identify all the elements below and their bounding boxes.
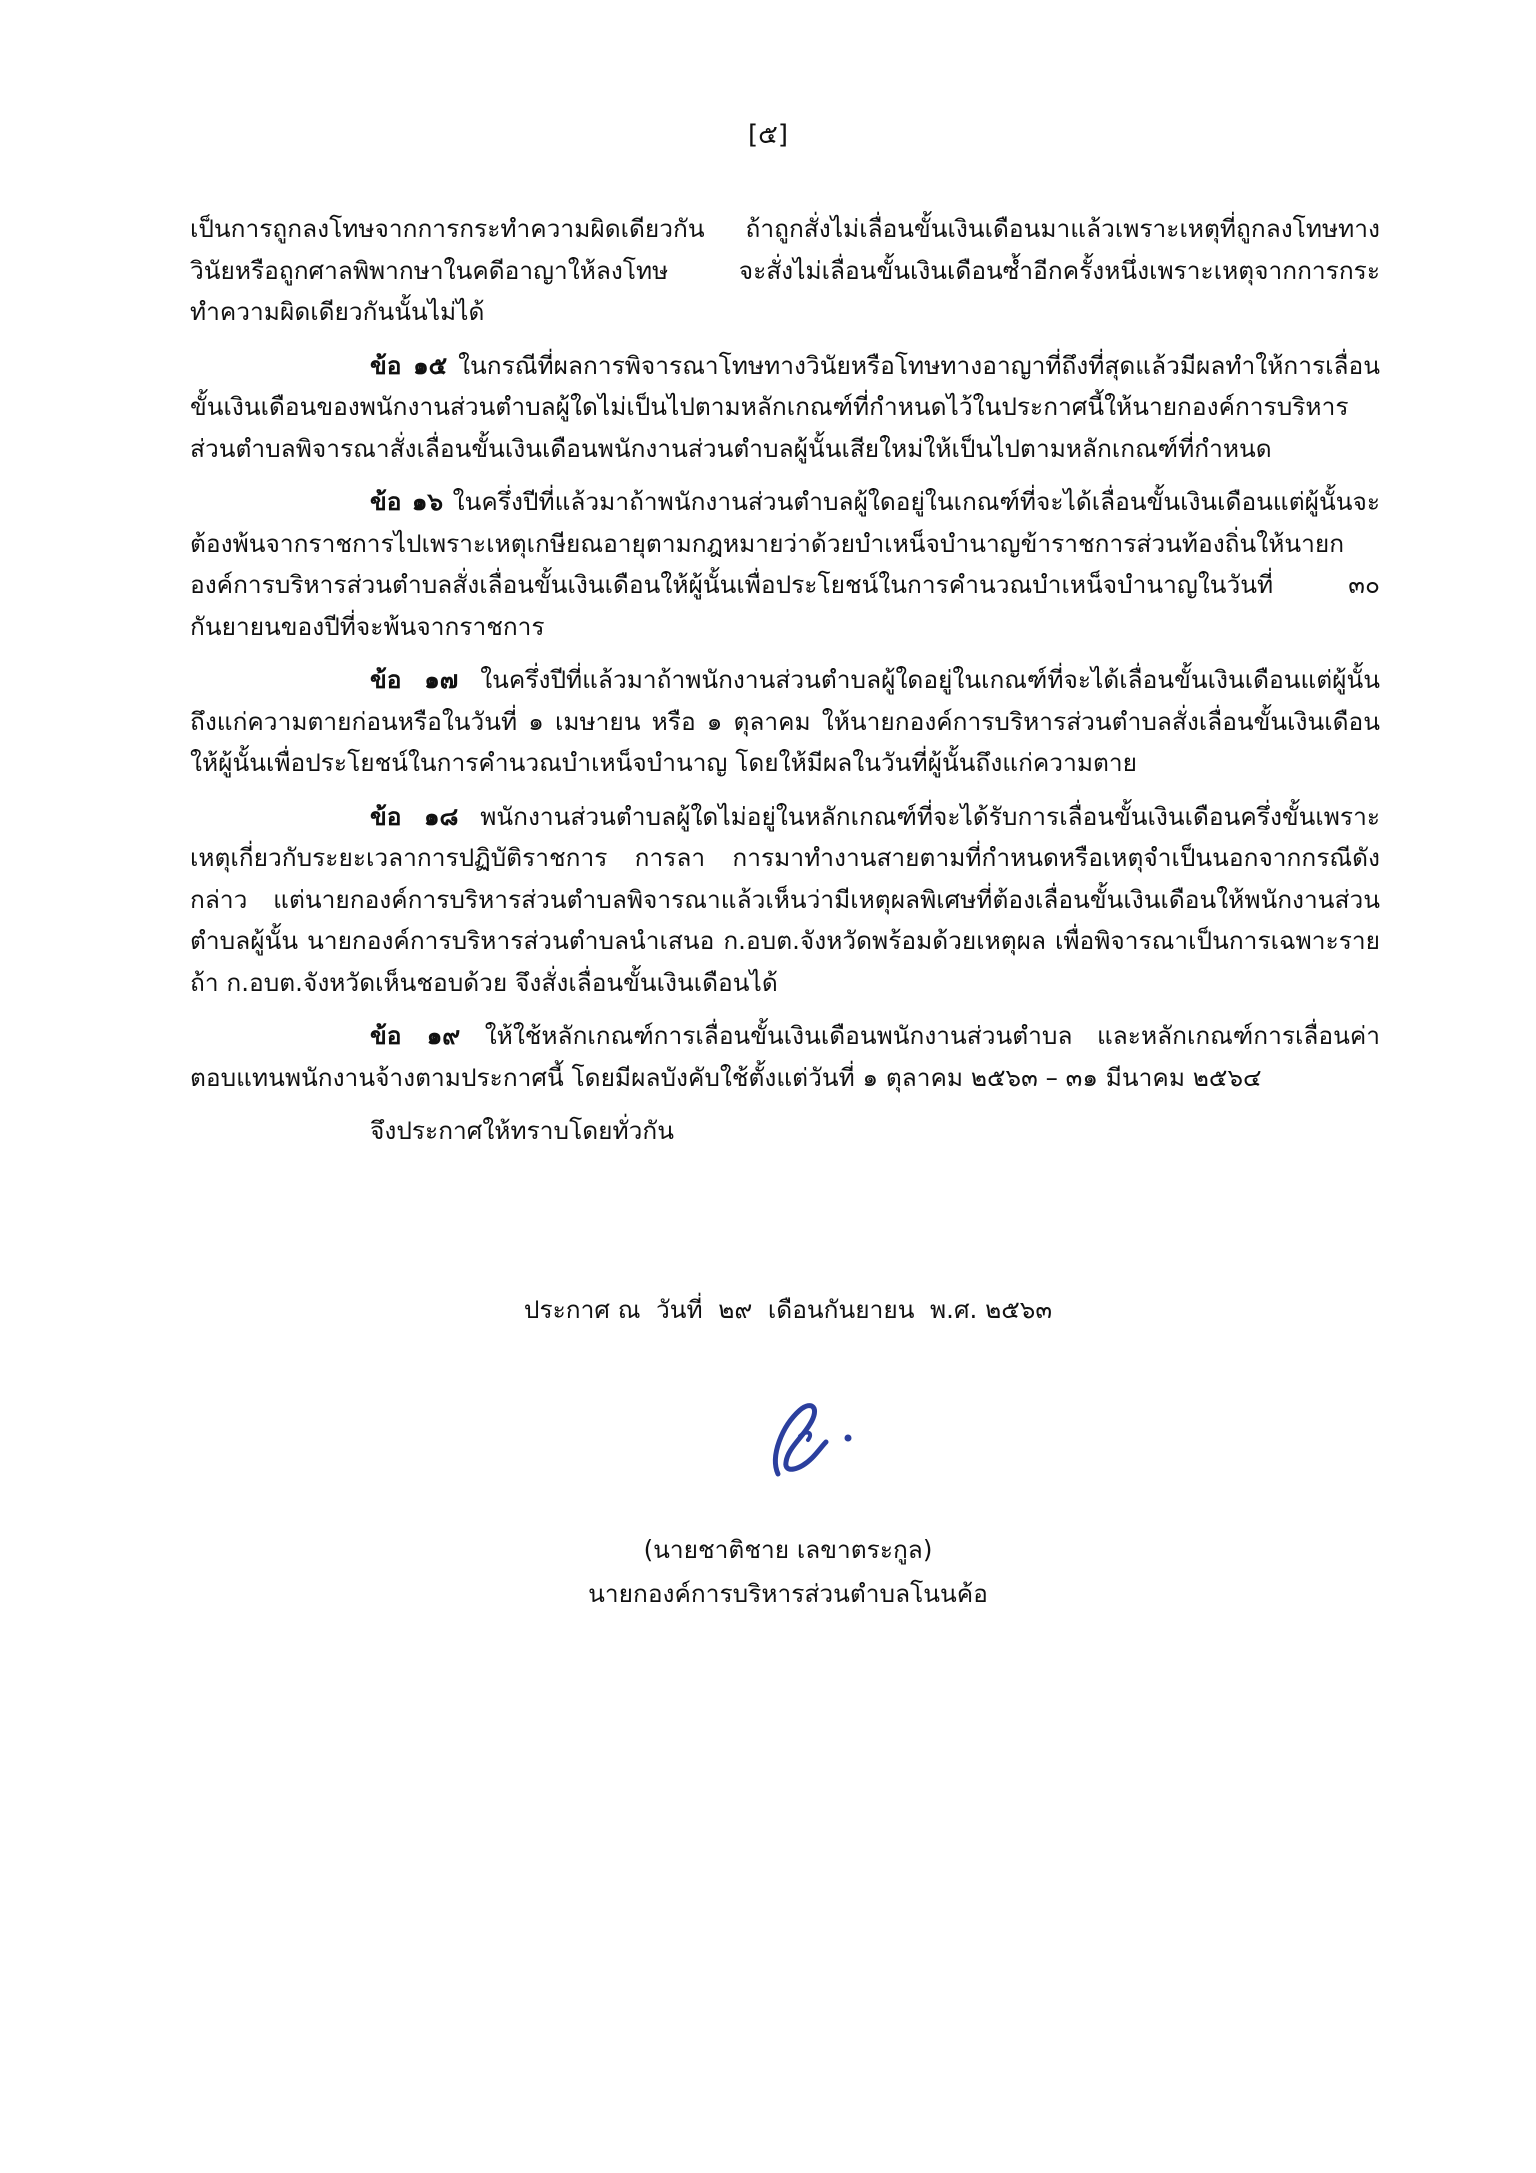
clause-text: ในครึ่งปีที่แล้วมาถ้าพนักงานส่วนตำบลผู้ใดอยู่ในเกณฑ์ที่จะได้เลื่อนขั้นเงินเดือนแต่ผู้นั้นถึงแก่ความตายก่อนหรือในวันที่ ๑ เมษายน หรือ ๑ ตุลาคม ให้นายกองค์การบริหารส่วนตำบลสั่งเลื่อนขั้นเงินเดือนให้ผู้นั้นเพื่อประโยชน์ในการคำนวณบำเหน็จบำนาญ โดยให้มีผลในวันที่ผู้นั้นถึงแก่ความตาย <box>190 665 1381 777</box>
paragraph-continuation <box>190 208 1380 333</box>
clause-text: ในครึ่งปีที่แล้วมาถ้าพนักงานส่วนตำบลผู้ใดอยู่ในเกณฑ์ที่จะได้เลื่อนขั้นเงินเดือนแต่ผู้นั้นจะต้องพ้นจากราชการไปเพราะเหตุเกษียณอายุตามกฎหมายว่าด้วยบำเหน็จบำนาญข้าราชการส่วนท้องถิ่นให้นายกองค์การบริหารส่วนตำบลสั่งเลื่อนขั้นเงินเดือนให้ผู้นั้นเพื่อประโยชน์ในการคำนวณบำเหน็จบำนาญในวันที่ ๓๐ กันยายนของปีที่จะพ้นจากราชการ <box>190 487 1380 641</box>
paragraph-text: เป็นการถูกลงโทษจากการกระทำความผิดเดียวกัน ถ้าถูกสั่งไม่เลื่อนขั้นเงินเดือนมาแล้วเพราะเหตุที่ถูกลงโทษทางวินัยหรือถูกศาลพิพากษาในคดีอาญาให้ลงโทษ จะสั่งไม่เลื่อนขั้นเงินเดือนซ้ำอีกครั้งหนึ่งเพราะเหตุจากการกระทำความผิดเดียวกันนั้นไม่ได้ <box>190 214 1380 326</box>
clause-19 <box>190 1015 1380 1098</box>
clause-label: ข้อ ๑๖ <box>370 487 443 516</box>
clause-label: ข้อ ๑๗ <box>370 665 459 694</box>
clause-label: ข้อ ๑๘ <box>370 801 459 831</box>
signature-mark <box>760 1396 880 1486</box>
clause-label: ข้อ ๑๕ <box>370 350 448 380</box>
clause-15 <box>190 345 1380 470</box>
signatory-name: (นายชาติชาย เลขาตระกูล) <box>643 1535 933 1564</box>
clause-17 <box>190 659 1380 784</box>
closing-statement: จึงประกาศให้ทราบโดยทั่วกัน <box>370 1116 674 1145</box>
clause-text: พนักงานส่วนตำบลผู้ใดไม่อยู่ในหลักเกณฑ์ที่จะได้รับการเลื่อนขั้นเงินเดือนครึ่งขั้นเพราะเหตุเกี่ยวกับระยะเวลาการปฏิบัติราชการ การลา การมาทำงานสายตามที่กำหนดหรือเหตุจำเป็นนอกจากกรณีดังกล่าว แต่นายกองค์การบริหารส่วนตำบลพิจารณาแล้วเห็นว่ามีเหตุผลพิเศษที่ต้องเลื่อนขั้นเงินเดือนให้พนักงานส่วนตำบลผู้นั้น นายกองค์การบริหารส่วนตำบลนำเสนอ ก.อบต.จังหวัดพร้อมด้วยเหตุผล เพื่อพิจารณาเป็นการเฉพาะราย ถ้า ก.อบต.จังหวัดเห็นชอบด้วย จึงสั่งเลื่อนขั้นเงินเดือนได้ <box>190 801 1380 997</box>
document-body <box>190 208 1380 1152</box>
clause-label: ข้อ ๑๙ <box>370 1021 461 1050</box>
announcement-date <box>0 1290 1536 1330</box>
announcement-date-text: ประกาศ ณ วันที่ ๒๙ เดือนกันยายน พ.ศ. ๒๕๖๓ <box>523 1295 1053 1324</box>
clause-text: ในกรณีที่ผลการพิจารณาโทษทางวินัยหรือโทษทางอาญาที่ถึงที่สุดแล้วมีผลทำให้การเลื่อนขั้นเงินเดือนของพนักงานส่วนตำบลผู้ใดไม่เป็นไปตามหลักเกณฑ์ที่กำหนดไว้ในประกาศนี้ให้นายกองค์การบริหารส่วนตำบลพิจารณาสั่งเลื่อนขั้นเงินเดือนพนักงานส่วนตำบลผู้นั้นเสียใหม่ให้เป็นไปตามหลักเกณฑ์ที่กำหนด <box>190 350 1380 463</box>
clause-text: ให้ใช้หลักเกณฑ์การเลื่อนขั้นเงินเดือนพนักงานส่วนตำบล และหลักเกณฑ์การเลื่อนค่าตอบแทนพนักงานจ้างตามประกาศนี้ โดยมีผลบังคับใช้ตั้งแต่วันที่ ๑ ตุลาคม ๒๕๖๓ – ๓๑ มีนาคม ๒๕๖๔ <box>190 1021 1380 1092</box>
signatory-position: นายกองค์การบริหารส่วนตำบลโนนค้อ <box>588 1579 988 1608</box>
clause-18 <box>190 796 1380 1004</box>
page-number: [๕] <box>748 120 788 150</box>
clause-16 <box>190 481 1380 647</box>
